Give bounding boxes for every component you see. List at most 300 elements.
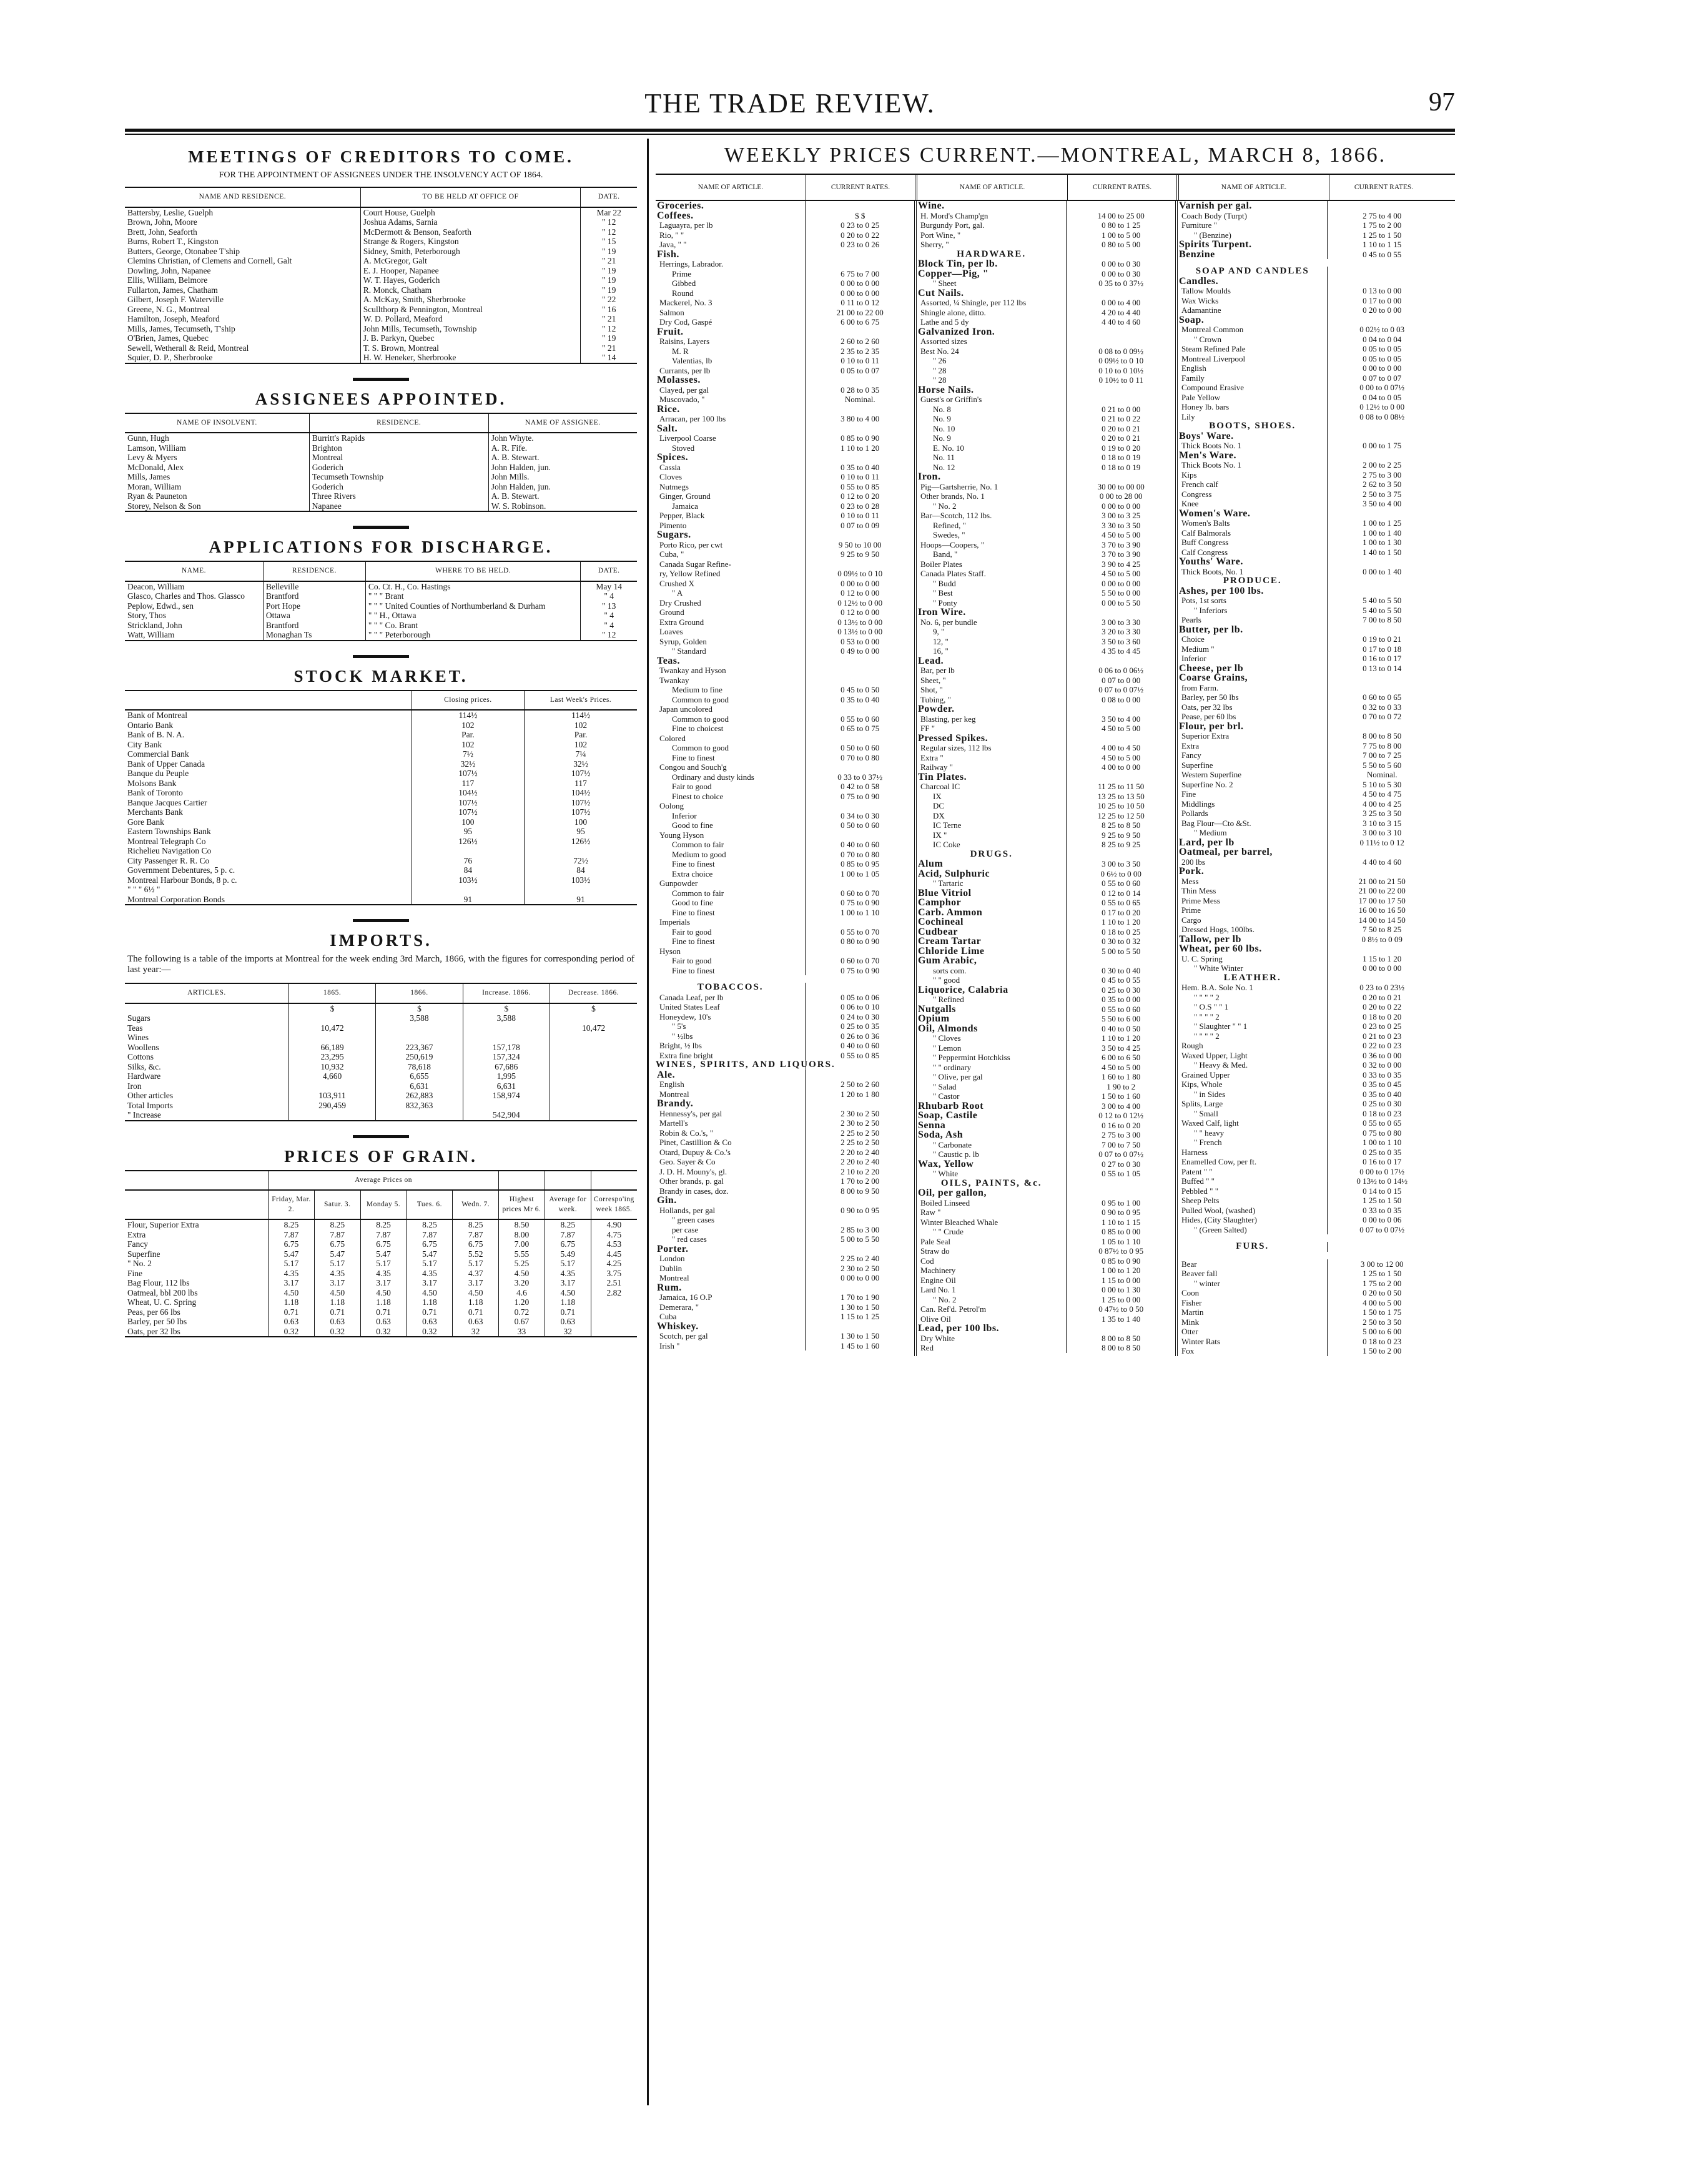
current-rate: 8 00 to 9 50 <box>805 1186 914 1196</box>
article-name: Furniture " <box>1181 220 1217 230</box>
table-cell: 3.17 <box>269 1278 315 1288</box>
price-row <box>917 685 1175 695</box>
table-row <box>125 1091 637 1101</box>
price-row <box>656 695 914 705</box>
table-cell: Ottawa <box>263 611 365 621</box>
table-cell: McDonald, Alex <box>127 462 184 472</box>
price-row <box>917 801 1175 811</box>
article-name: Waxed Calf, light <box>1181 1118 1239 1128</box>
header-rule <box>125 129 1455 132</box>
article-name: Good to fine <box>672 820 713 830</box>
current-rate: 0 32 to 0 33 <box>1327 702 1436 712</box>
table-cell: Sugars <box>127 1013 150 1023</box>
article-name: Coach Body (Turpt) <box>1181 210 1247 220</box>
price-row <box>1178 1186 1436 1196</box>
article-name: " " " " 2 <box>1194 992 1220 1002</box>
table-row <box>125 1081 637 1091</box>
current-rate <box>1066 385 1175 395</box>
current-rate <box>1066 201 1175 211</box>
table-cell: Woollens <box>127 1042 159 1052</box>
table-cell: City Passenger R. R. Co <box>127 855 210 865</box>
price-row <box>917 511 1175 521</box>
article-name: 200 lbs <box>1181 857 1205 867</box>
article-name: Currants, per lb <box>659 365 711 375</box>
article-name: Men's Ware. <box>1179 450 1237 461</box>
price-row <box>656 1148 914 1158</box>
price-row <box>1178 1109 1436 1119</box>
grain-header-row <box>125 1190 637 1219</box>
price-row <box>1178 1269 1436 1279</box>
current-rate <box>1066 327 1175 337</box>
table-row <box>125 453 637 463</box>
price-row <box>1178 335 1436 345</box>
imports-col-header: Decrease. 1866. <box>550 983 637 1003</box>
table-row <box>125 501 637 512</box>
price-row <box>1178 1288 1436 1298</box>
article-name: Fine to finest <box>672 965 715 975</box>
table-cell: 7¼ <box>525 749 637 759</box>
table-row <box>125 482 637 492</box>
name-header: NAME OF ARTICLE. <box>915 175 1067 200</box>
article-name: " 28 <box>933 375 947 385</box>
article-name: Hem. B.A. Sole No. 1 <box>1181 983 1253 992</box>
article-name: Alum <box>918 858 944 869</box>
price-row <box>917 569 1175 579</box>
article-name: Geo. Sayer & Co <box>659 1157 716 1166</box>
category-row <box>656 375 914 385</box>
article-name: Cudbear <box>918 926 958 937</box>
current-rate <box>1066 607 1175 617</box>
table-cell: Story, Thos <box>127 611 166 620</box>
table-cell: 7.87 <box>545 1230 591 1240</box>
table-cell: Government Debentures, 5 p. c. <box>127 865 235 875</box>
current-rate <box>805 1099 914 1109</box>
table-cell: 4.35 <box>360 1269 407 1279</box>
price-row <box>1178 528 1436 538</box>
table-cell: Brantford <box>263 621 365 631</box>
article-name: Cuba, " <box>659 549 684 559</box>
current-rate: 1 00 to 1 10 <box>805 908 914 918</box>
table-cell: E. J. Hooper, Napanee <box>360 266 581 276</box>
price-row <box>917 830 1175 840</box>
current-rate <box>805 1322 914 1332</box>
price-row <box>1178 1225 1436 1235</box>
table-cell: Greene, N. G., Montreal <box>127 304 210 314</box>
table-cell: 0.71 <box>314 1307 360 1317</box>
table-cell: Storey, Nelson & Son <box>125 501 309 512</box>
article-name: J. D. H. Mouny's, gl. <box>659 1166 727 1176</box>
current-rate <box>1066 395 1175 405</box>
table-cell: Peas, per 66 lbs <box>127 1307 180 1317</box>
current-rate: 1 15 to 1 25 <box>805 1312 914 1322</box>
article-name: Raw " <box>920 1208 941 1217</box>
current-rate <box>805 947 914 957</box>
table-cell: 5.47 <box>314 1249 360 1259</box>
category-row <box>917 1324 1175 1334</box>
current-rate <box>1327 509 1436 519</box>
current-rate <box>1066 472 1175 482</box>
table-row <box>125 314 637 324</box>
current-rate <box>1327 421 1436 431</box>
article-name: Fine to choicest <box>672 724 724 733</box>
article-name: Buff Congress <box>1181 538 1229 547</box>
current-rate: 1 35 to 1 40 <box>1066 1314 1175 1324</box>
table-cell: Montreal Corporation Bonds <box>125 895 412 905</box>
price-row <box>1178 296 1436 306</box>
current-rate: 0 34 to 0 30 <box>805 811 914 821</box>
table-cell <box>591 1297 637 1307</box>
current-rate: 0 00 to 0 00 <box>805 1273 914 1283</box>
current-rate: 1 45 to 1 60 <box>805 1341 914 1351</box>
price-row <box>917 395 1175 405</box>
article-name: Refined, " <box>933 520 966 530</box>
table-cell: Port Hope <box>263 601 365 611</box>
price-row <box>917 433 1175 443</box>
article-name: FURS. <box>1236 1241 1269 1251</box>
article-name: Muscovado, " <box>659 395 705 404</box>
current-rate <box>805 405 914 415</box>
discharge-col-header: DATE. <box>581 561 637 581</box>
table-cell: Merchants Bank <box>127 807 183 817</box>
table-cell: 0.71 <box>360 1307 407 1317</box>
table-cell: " " " Peterborough <box>365 630 580 641</box>
current-rate: 0 75 to 0 80 <box>1327 1128 1436 1138</box>
table-cell: Co. Ct. H., Co. Hastings <box>365 581 580 592</box>
grain-col-header: Tues. 6. <box>407 1190 453 1219</box>
price-row <box>917 1140 1175 1150</box>
category-row <box>656 250 914 260</box>
table-cell <box>591 1327 637 1337</box>
article-name: Carb. Ammon <box>918 907 983 918</box>
table-cell: Banque du Peuple <box>127 769 189 778</box>
price-row <box>917 1227 1175 1237</box>
current-rate <box>805 1244 914 1254</box>
article-name: Medium to good <box>672 849 726 859</box>
article-name: Dressed Hogs, 100lbs. <box>1181 925 1255 934</box>
table-row <box>125 621 637 631</box>
price-row <box>656 1341 914 1351</box>
price-row <box>917 1295 1175 1305</box>
article-name: Soap. <box>1179 314 1205 325</box>
current-rate: 7 50 to 8 25 <box>1327 925 1436 935</box>
table-cell: Joshua Adams, Sarnia <box>360 217 581 227</box>
current-rate: 2 85 to 3 00 <box>805 1225 914 1235</box>
price-row <box>656 1331 914 1341</box>
table-cell: Iron <box>127 1081 142 1091</box>
price-row <box>656 937 914 947</box>
price-row <box>656 1128 914 1138</box>
table-cell: 3.17 <box>407 1278 453 1288</box>
article-name: Cuba <box>659 1312 677 1321</box>
price-row <box>656 1167 914 1177</box>
table-cell: 95 <box>412 827 524 837</box>
stock_market-col-header <box>125 691 412 711</box>
article-name: Common to fair <box>672 888 724 898</box>
current-rate <box>805 201 914 211</box>
table-cell <box>376 1033 463 1043</box>
current-rate: 0 60 to 0 65 <box>1327 692 1436 702</box>
table-cell <box>412 846 524 856</box>
current-rate: 0 60 to 0 70 <box>805 888 914 898</box>
table-cell: 107½ <box>412 769 524 779</box>
article-name: " " " " 2 <box>1194 1011 1220 1021</box>
grain-group-row <box>125 1171 637 1191</box>
current-rate: 0 05 to 0 06 <box>805 993 914 1003</box>
table-cell: Burritt's Rapids <box>309 433 488 443</box>
current-rate <box>1327 315 1436 325</box>
prices-current-columns <box>656 201 1455 1356</box>
category-row <box>656 424 914 434</box>
current-rate: 4 00 to 4 25 <box>1327 799 1436 809</box>
current-rate: 0 30 to 0 40 <box>1066 966 1175 976</box>
current-rate: 0 16 to 0 17 <box>1327 1157 1436 1167</box>
article-name: " in Sides <box>1194 1089 1226 1099</box>
current-rate: 0 19 to 0 20 <box>1066 443 1175 453</box>
price-row <box>917 975 1175 985</box>
category-row <box>917 201 1175 211</box>
table-cell: W. T. Hayes, Goderich <box>360 275 581 285</box>
table-row <box>125 1278 637 1288</box>
table-row <box>125 591 637 601</box>
table-cell: " " " Co. Brant <box>365 621 580 631</box>
current-rate: 2 30 to 2 50 <box>805 1264 914 1274</box>
price-row <box>917 298 1175 308</box>
table-cell: Mar 22 <box>581 207 637 218</box>
article-name: 9, " <box>933 627 945 636</box>
current-rate: 0 00 to 0 30 <box>1066 259 1175 269</box>
price-row <box>917 240 1175 250</box>
table-cell: 0.71 <box>407 1307 453 1317</box>
price-row <box>656 704 914 714</box>
current-rate <box>805 666 914 676</box>
article-name: BOOTS, SHOES. <box>1209 421 1296 431</box>
current-rate <box>805 830 914 840</box>
table-cell: H. W. Heneker, Sherbrooke <box>360 353 581 363</box>
article-name: Beaver fall <box>1181 1269 1218 1278</box>
current-rate: 0 20 to 0 00 <box>1327 305 1436 315</box>
article-name: " green cases <box>672 1215 715 1224</box>
price-row <box>656 278 914 288</box>
price-row <box>656 947 914 957</box>
article-name: No. 12 <box>933 462 955 472</box>
table-cell: 5.49 <box>545 1249 591 1259</box>
article-name: Steam Refined Pale <box>1181 344 1246 353</box>
category-row <box>917 734 1175 744</box>
price-row <box>656 617 914 627</box>
current-rate: 1 00 to 1 05 <box>805 869 914 879</box>
table-cell: Mills, James, Tecumseth, T'ship <box>127 323 235 333</box>
price-row <box>656 482 914 492</box>
current-rate <box>805 375 914 385</box>
current-rate: 1 60 to 1 80 <box>1066 1072 1175 1082</box>
current-rate: 0 00 to 1 30 <box>1066 1285 1175 1295</box>
article-name: Best No. 24 <box>920 346 959 356</box>
article-name: Lard No. 1 <box>920 1285 956 1294</box>
price-row <box>1178 702 1436 712</box>
table-cell: 4.35 <box>269 1269 315 1279</box>
article-name: WINES, SPIRITS, AND LIQUORS. <box>656 1060 836 1070</box>
price-row <box>656 395 914 405</box>
table-row <box>125 305 637 315</box>
publication-title: THE TRADE REVIEW. <box>644 88 935 119</box>
article-name: Rough <box>1181 1041 1203 1050</box>
current-rate: 0 07 to 0 07 <box>1327 373 1436 383</box>
current-rate: 4 00 to 4 50 <box>1066 743 1175 753</box>
current-rate: 1 10 to 1 20 <box>1066 1033 1175 1043</box>
article-name: per case <box>672 1224 699 1234</box>
article-name: English <box>659 1080 684 1089</box>
current-rate: 0 35 to 0 37½ <box>1066 278 1175 288</box>
table-cell: Brown, John, Moore <box>127 217 197 227</box>
current-rate: 16 00 to 16 50 <box>1327 905 1436 915</box>
current-rate: 0 87½ to 0 95 <box>1066 1246 1175 1256</box>
table-cell: Silks, &c. <box>127 1061 161 1071</box>
current-rate <box>1066 1179 1175 1189</box>
article-name: Women's Ware. <box>1179 508 1251 519</box>
article-name: Java, " " <box>659 240 687 249</box>
price-row <box>656 1021 914 1031</box>
table-cell: Glasco, Charles and Thos. Glassco <box>127 591 245 601</box>
price-row <box>656 347 914 357</box>
price-row <box>1178 220 1436 230</box>
table-row <box>125 237 637 247</box>
current-rate: 0 00 to 0 00 <box>805 278 914 288</box>
table-cell: 0.63 <box>314 1317 360 1327</box>
current-rate: 0 23 to 0 25 <box>805 220 914 230</box>
current-rate: Nominal. <box>1327 770 1436 780</box>
category-row <box>917 927 1175 937</box>
current-rate: 0 07 to 0 07½ <box>1066 1149 1175 1159</box>
current-rate: 3 00 to 12 00 <box>1327 1259 1436 1269</box>
current-rate: 0 11½ to 0 12 <box>1327 838 1436 848</box>
price-row <box>1178 325 1436 335</box>
current-rate: 0 55 to 1 05 <box>1066 1169 1175 1179</box>
article-name: Coffees. <box>657 210 694 221</box>
header-rule-thin <box>125 134 1455 135</box>
article-name: SOAP AND CANDLES <box>1195 266 1309 276</box>
table-cell: Deacon, William <box>127 581 185 591</box>
price-row <box>656 917 914 927</box>
table-cell: Richelieu Navigation Co <box>127 846 212 855</box>
table-cell: Dowling, John, Napanee <box>127 265 211 275</box>
article-name: " Caustic p. lb <box>933 1149 979 1159</box>
current-rate: 2 30 to 2 50 <box>805 1118 914 1128</box>
current-rate: 5 50 to 5 60 <box>1327 760 1436 770</box>
article-name: Robin & Co.'s, " <box>659 1128 714 1138</box>
table-cell: 1.18 <box>407 1297 453 1307</box>
price-row <box>656 637 914 647</box>
current-rate: 0 10 to 0 11 <box>805 472 914 482</box>
table-cell: Teas <box>127 1023 143 1033</box>
price-row <box>656 666 914 676</box>
table-cell: 6,631 <box>376 1081 463 1091</box>
assignees-header-row <box>125 413 637 433</box>
table-cell: 3.17 <box>360 1278 407 1288</box>
article-name: Tallow, per lb <box>1179 933 1241 945</box>
price-row <box>917 1053 1175 1063</box>
table-cell: " 21 <box>581 314 637 324</box>
current-rate: 1 05 to 1 10 <box>1066 1237 1175 1247</box>
current-rate: 4 40 to 4 60 <box>1066 317 1175 327</box>
article-name: TOBACCOS. <box>697 982 764 992</box>
current-rate: 0 05 to 0 05 <box>1327 344 1436 354</box>
table-cell: " 15 <box>581 237 637 247</box>
article-name: Fine to finest <box>672 752 715 762</box>
table-cell: 102 <box>525 721 637 730</box>
current-rate: 2 20 to 2 40 <box>805 1148 914 1158</box>
current-rate: 0 90 to 0 95 <box>805 1206 914 1216</box>
price-row <box>1178 1167 1436 1177</box>
discharge-col-header: RESIDENCE. <box>263 561 365 581</box>
price-row <box>656 1225 914 1235</box>
table-row <box>125 1043 637 1053</box>
table-cell: " 22 <box>581 295 637 305</box>
table-cell: O'Brien, James, Quebec <box>127 333 209 343</box>
imports-title: IMPORTS. <box>330 931 432 950</box>
current-rate: 2 20 to 2 40 <box>805 1157 914 1167</box>
price-row <box>656 1012 914 1022</box>
table-cell: 33 <box>499 1327 545 1337</box>
category-row <box>917 908 1175 918</box>
table-row <box>125 710 637 721</box>
price-row <box>1178 1031 1436 1041</box>
current-rate <box>805 1283 914 1293</box>
article-name: Acid, Sulphuric <box>918 868 990 879</box>
current-rate: 0 06 to 0 06½ <box>1066 666 1175 676</box>
article-name: Can. Ref'd. Petrol'm <box>920 1304 987 1314</box>
current-rate: 0 85 to 0 90 <box>1066 1256 1175 1266</box>
current-rate: 0 55 to 0 60 <box>805 714 914 724</box>
table-cell: 8.00 <box>499 1230 545 1240</box>
category-row <box>917 1024 1175 1034</box>
price-row <box>917 617 1175 627</box>
imports-col-header: Increase. 1866. <box>463 983 550 1003</box>
table-cell: Brantford <box>263 591 365 601</box>
current-rate <box>1327 267 1436 277</box>
article-name: Whiskey. <box>657 1321 699 1332</box>
table-cell: Lamson, William <box>127 443 186 453</box>
current-rate: 0 00 to 0 00 <box>805 579 914 589</box>
current-rate: 3 00 to 3 50 <box>1066 859 1175 869</box>
current-rate: 1 10 to 1 20 <box>805 443 914 453</box>
grain-col-header: Correspo'ing week 1865. <box>591 1190 637 1219</box>
table-cell: 1.18 <box>360 1297 407 1307</box>
article-name: Rum. <box>657 1282 682 1293</box>
current-rate <box>1327 867 1436 877</box>
price-row <box>1178 470 1436 480</box>
price-row <box>917 1246 1175 1256</box>
table-row <box>125 611 637 621</box>
price-row <box>656 908 914 918</box>
article-name: Fair to good <box>672 927 712 937</box>
current-rate <box>805 1196 914 1206</box>
article-name: Assorted sizes <box>920 337 967 346</box>
article-name: Loaves <box>659 627 683 636</box>
article-name: Grained Upper <box>1181 1070 1230 1080</box>
section-divider <box>353 1135 409 1138</box>
name-header: NAME OF ARTICLE. <box>1176 175 1329 200</box>
category-row <box>917 607 1175 617</box>
table-cell: 100 <box>525 817 637 827</box>
prices-column-1 <box>656 201 914 1356</box>
table-row <box>125 788 637 798</box>
imports-col-header: 1866. <box>376 983 463 1003</box>
price-row <box>917 966 1175 976</box>
current-rate: 0 17 to 0 20 <box>1066 908 1175 918</box>
price-row <box>917 1169 1175 1179</box>
current-rate: 3 00 to 4 00 <box>1066 1101 1175 1111</box>
current-rate: 1 00 to 5 00 <box>1066 230 1175 240</box>
